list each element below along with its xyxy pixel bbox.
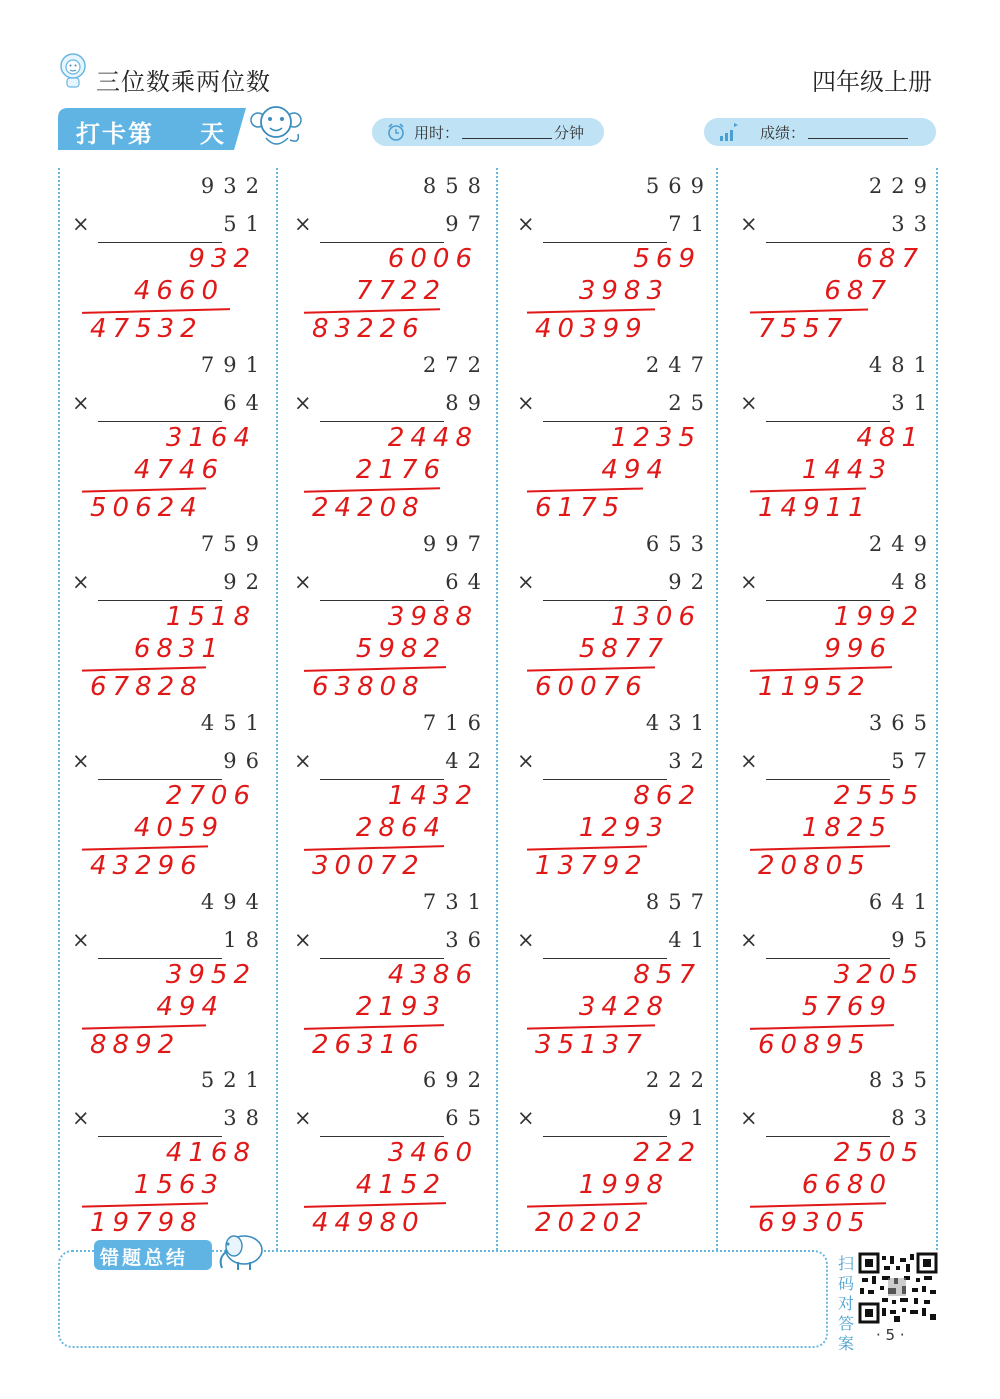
grade-label: 四年级上册 xyxy=(812,68,932,96)
problem-rule xyxy=(320,1136,444,1137)
bar-chart-flag-icon xyxy=(718,122,738,142)
multiplier: 91 xyxy=(668,1106,713,1130)
multiplication-problem xyxy=(728,172,948,350)
times-sign: × xyxy=(72,1106,90,1130)
answer-rule xyxy=(750,666,892,672)
time-unit: 分钟 xyxy=(554,124,585,142)
answer-rule xyxy=(750,845,890,851)
page-number: · 5 · xyxy=(876,1326,905,1344)
times-sign: × xyxy=(740,212,758,236)
times-sign: × xyxy=(740,749,758,773)
partial-product-2: 6831 xyxy=(133,634,224,664)
multiplier: 18 xyxy=(223,928,268,952)
partial-product-2: 5982 xyxy=(355,634,446,664)
partial-product-1: 6006 xyxy=(387,244,478,274)
partial-product-1: 569 xyxy=(633,244,701,274)
partial-product-1: 3952 xyxy=(165,960,256,990)
time-label: 用时： xyxy=(414,124,460,142)
answer-rule xyxy=(304,666,446,672)
product-answer: 60076 xyxy=(535,672,648,702)
multiplier: 95 xyxy=(891,928,936,952)
answer-rule xyxy=(527,845,647,850)
partial-product-2: 1443 xyxy=(801,455,892,485)
problem-rule xyxy=(766,779,890,780)
partial-product-2: 2193 xyxy=(355,992,446,1022)
partial-product-1: 2505 xyxy=(833,1138,924,1168)
product-answer: 13792 xyxy=(535,851,648,881)
multiplicand: 521 xyxy=(200,1068,268,1092)
partial-product-1: 3205 xyxy=(833,960,924,990)
problem-rule xyxy=(98,779,222,780)
answer-rule xyxy=(527,1024,655,1029)
times-sign: × xyxy=(72,570,90,594)
answer-rule xyxy=(82,845,208,850)
times-sign: × xyxy=(517,212,535,236)
multiplication-problem xyxy=(728,530,948,708)
partial-product-1: 1432 xyxy=(387,781,478,811)
score-field xyxy=(704,118,936,146)
multiplicand: 932 xyxy=(200,174,268,198)
multiplier: 64 xyxy=(445,570,490,594)
problem-rule xyxy=(320,421,444,422)
product-answer: 14911 xyxy=(758,493,871,523)
answer-rule xyxy=(304,1202,446,1208)
product-answer: 50624 xyxy=(90,493,203,523)
times-sign: × xyxy=(740,391,758,415)
multiplication-problem xyxy=(728,351,948,529)
partial-product-1: 2555 xyxy=(833,781,924,811)
multiplier: 38 xyxy=(223,1106,268,1130)
problem-rule xyxy=(320,600,444,601)
multiplicand: 731 xyxy=(422,890,490,914)
multiplier: 48 xyxy=(891,570,936,594)
problem-rule xyxy=(543,600,667,601)
answer-rule xyxy=(750,308,868,313)
problem-rule xyxy=(766,958,890,959)
partial-product-1: 1992 xyxy=(833,602,924,632)
problem-rule xyxy=(543,242,667,243)
partial-product-1: 3460 xyxy=(387,1138,478,1168)
multiplication-problem xyxy=(282,709,502,887)
product-answer: 20805 xyxy=(758,851,871,881)
multiplication-problem xyxy=(60,888,280,1066)
multiplicand: 272 xyxy=(422,353,490,377)
times-sign: × xyxy=(72,391,90,415)
multiplier: 42 xyxy=(445,749,490,773)
multiplicand: 229 xyxy=(868,174,936,198)
problem-rule xyxy=(766,600,890,601)
multiplication-problem xyxy=(505,888,725,1066)
partial-product-1: 2448 xyxy=(387,423,478,453)
multiplier: 64 xyxy=(223,391,268,415)
partial-product-2: 4660 xyxy=(133,276,224,306)
problem-rule xyxy=(320,242,444,243)
multiplication-problem xyxy=(505,172,725,350)
multiplicand: 716 xyxy=(422,711,490,735)
product-answer: 11952 xyxy=(758,672,871,702)
problem-rule xyxy=(766,1136,890,1137)
problem-rule xyxy=(543,1136,667,1137)
problem-rule xyxy=(98,1136,222,1137)
partial-product-2: 6680 xyxy=(801,1170,892,1200)
partial-product-1: 687 xyxy=(856,244,924,274)
multiplier: 25 xyxy=(668,391,713,415)
multiplicand: 222 xyxy=(645,1068,713,1092)
partial-product-2: 1293 xyxy=(578,813,669,843)
multiplication-problem xyxy=(282,888,502,1066)
lion-mascot-icon xyxy=(58,52,88,88)
multiplier: 65 xyxy=(445,1106,490,1130)
partial-product-1: 4386 xyxy=(387,960,478,990)
problem-rule xyxy=(98,242,222,243)
multiplier: 71 xyxy=(668,212,713,236)
partial-product-2: 5769 xyxy=(801,992,892,1022)
multiplier: 41 xyxy=(668,928,713,952)
partial-product-2: 1998 xyxy=(578,1170,669,1200)
multiplier: 97 xyxy=(445,212,490,236)
multiplier: 36 xyxy=(445,928,490,952)
multiplication-problem xyxy=(728,709,948,887)
partial-product-1: 2706 xyxy=(165,781,256,811)
times-sign: × xyxy=(517,749,535,773)
score-blank xyxy=(808,138,908,139)
answer-rule xyxy=(750,487,866,492)
product-answer: 20202 xyxy=(535,1208,648,1238)
partial-product-2: 494 xyxy=(156,992,224,1022)
times-sign: × xyxy=(294,749,312,773)
time-field xyxy=(372,118,604,146)
answer-rule xyxy=(82,666,206,671)
answer-rule xyxy=(82,487,206,492)
qr-label: 扫码对答案 xyxy=(838,1254,855,1353)
problem-rule xyxy=(766,421,890,422)
partial-product-1: 857 xyxy=(633,960,701,990)
times-sign: × xyxy=(294,391,312,415)
multiplication-problem xyxy=(60,709,280,887)
multiplication-problem xyxy=(282,172,502,350)
alarm-clock-icon xyxy=(386,122,406,142)
checkin-day-label: 天 xyxy=(200,120,226,148)
multiplication-problem xyxy=(282,351,502,529)
partial-product-2: 996 xyxy=(824,634,892,664)
multiplication-problem xyxy=(60,172,280,350)
partial-product-2: 5877 xyxy=(578,634,669,664)
problem-rule xyxy=(543,421,667,422)
times-sign: × xyxy=(72,749,90,773)
multiplicand: 249 xyxy=(868,532,936,556)
answer-rule xyxy=(527,666,655,671)
multiplicand: 692 xyxy=(422,1068,490,1092)
times-sign: × xyxy=(740,928,758,952)
multiplicand: 997 xyxy=(422,532,490,556)
partial-product-1: 862 xyxy=(633,781,701,811)
product-answer: 60895 xyxy=(758,1030,871,1060)
multiplicand: 451 xyxy=(200,711,268,735)
problem-rule xyxy=(320,779,444,780)
multiplication-problem xyxy=(505,351,725,529)
elephant-mascot-icon xyxy=(214,1228,270,1272)
partial-product-1: 3988 xyxy=(387,602,478,632)
multiplier: 92 xyxy=(223,570,268,594)
answer-rule xyxy=(82,1202,208,1207)
partial-product-2: 687 xyxy=(824,276,892,306)
partial-product-1: 1306 xyxy=(610,602,701,632)
partial-product-1: 1518 xyxy=(165,602,256,632)
product-answer: 19798 xyxy=(90,1208,203,1238)
answer-rule xyxy=(304,487,440,493)
partial-product-2: 4059 xyxy=(133,813,224,843)
page-title: 三位数乘两位数 xyxy=(96,68,271,96)
answer-rule xyxy=(527,308,655,313)
multiplier: 83 xyxy=(891,1106,936,1130)
multiplicand: 791 xyxy=(200,353,268,377)
problem-rule xyxy=(98,600,222,601)
product-answer: 40399 xyxy=(535,314,648,344)
multiplicand: 857 xyxy=(645,890,713,914)
times-sign: × xyxy=(72,928,90,952)
partial-product-2: 4746 xyxy=(133,455,224,485)
multiplicand: 759 xyxy=(200,532,268,556)
checkin-tab xyxy=(58,108,246,150)
partial-product-2: 7722 xyxy=(355,276,446,306)
checkin-label: 打卡第 xyxy=(76,120,154,148)
product-answer: 69305 xyxy=(758,1208,871,1238)
product-answer: 6175 xyxy=(535,493,626,523)
partial-product-2: 1563 xyxy=(133,1170,224,1200)
multiplication-problem xyxy=(505,530,725,708)
times-sign: × xyxy=(740,570,758,594)
multiplication-problem xyxy=(60,1066,280,1244)
multiplier: 51 xyxy=(223,212,268,236)
partial-product-2: 3983 xyxy=(578,276,669,306)
problem-rule xyxy=(98,421,222,422)
partial-product-2: 4152 xyxy=(355,1170,446,1200)
times-sign: × xyxy=(294,570,312,594)
multiplicand: 858 xyxy=(422,174,490,198)
summary-label: 错题总结 xyxy=(100,1247,189,1269)
times-sign: × xyxy=(517,391,535,415)
partial-product-1: 1235 xyxy=(610,423,701,453)
multiplication-problem xyxy=(282,1066,502,1244)
partial-product-2: 2176 xyxy=(355,455,446,485)
times-sign: × xyxy=(72,212,90,236)
times-sign: × xyxy=(294,212,312,236)
multiplier: 33 xyxy=(891,212,936,236)
partial-product-2: 2864 xyxy=(355,813,446,843)
times-sign: × xyxy=(517,1106,535,1130)
partial-product-1: 3164 xyxy=(165,423,256,453)
multiplication-problem xyxy=(505,1066,725,1244)
multiplier: 57 xyxy=(891,749,936,773)
times-sign: × xyxy=(294,1106,312,1130)
times-sign: × xyxy=(294,928,312,952)
multiplication-problem xyxy=(282,530,502,708)
multiplicand: 494 xyxy=(200,890,268,914)
times-sign: × xyxy=(740,1106,758,1130)
answer-rule xyxy=(527,1202,647,1207)
times-sign: × xyxy=(517,928,535,952)
partial-product-2: 3428 xyxy=(578,992,669,1022)
product-answer: 7557 xyxy=(758,314,849,344)
answer-rule xyxy=(304,308,440,314)
multiplicand: 365 xyxy=(868,711,936,735)
multiplicand: 835 xyxy=(868,1068,936,1092)
partial-product-2: 494 xyxy=(601,455,669,485)
multiplication-problem xyxy=(60,351,280,529)
multiplication-problem xyxy=(60,530,280,708)
multiplier: 89 xyxy=(445,391,490,415)
multiplicand: 431 xyxy=(645,711,713,735)
multiplication-problem xyxy=(728,888,948,1066)
problem-rule xyxy=(98,958,222,959)
time-blank xyxy=(462,138,552,139)
multiplier: 32 xyxy=(668,749,713,773)
multiplier: 96 xyxy=(223,749,268,773)
multiplicand: 653 xyxy=(645,532,713,556)
partial-product-2: 1825 xyxy=(801,813,892,843)
monkey-mascot-icon xyxy=(248,100,304,152)
multiplicand: 247 xyxy=(645,353,713,377)
partial-product-1: 222 xyxy=(633,1138,701,1168)
product-answer: 24208 xyxy=(312,493,425,523)
problem-rule xyxy=(543,958,667,959)
multiplier: 31 xyxy=(891,391,936,415)
multiplicand: 641 xyxy=(868,890,936,914)
problem-rule xyxy=(766,242,890,243)
product-answer: 67828 xyxy=(90,672,203,702)
product-answer: 30072 xyxy=(312,851,425,881)
problem-rule xyxy=(543,779,667,780)
multiplicand: 569 xyxy=(645,174,713,198)
multiplicand: 481 xyxy=(868,353,936,377)
answer-rule xyxy=(527,487,643,492)
product-answer: 8892 xyxy=(90,1030,181,1060)
product-answer: 47532 xyxy=(90,314,203,344)
product-answer: 63808 xyxy=(312,672,425,702)
multiplication-problem xyxy=(728,1066,948,1244)
multiplication-problem xyxy=(505,709,725,887)
product-answer: 26316 xyxy=(312,1030,425,1060)
partial-product-1: 481 xyxy=(856,423,924,453)
product-answer: 44980 xyxy=(312,1208,425,1238)
score-label: 成绩： xyxy=(760,124,806,142)
answer-rule xyxy=(304,1024,444,1030)
times-sign: × xyxy=(517,570,535,594)
product-answer: 35137 xyxy=(535,1030,648,1060)
problem-rule xyxy=(320,958,444,959)
multiplier: 92 xyxy=(668,570,713,594)
answer-rule xyxy=(304,845,444,851)
qr-code-icon[interactable] xyxy=(858,1252,938,1324)
answer-rule xyxy=(82,1024,206,1029)
product-answer: 43296 xyxy=(90,851,203,881)
answer-rule xyxy=(750,1202,886,1208)
product-answer: 83226 xyxy=(312,314,425,344)
partial-product-1: 4168 xyxy=(165,1138,256,1168)
partial-product-1: 932 xyxy=(188,244,256,274)
